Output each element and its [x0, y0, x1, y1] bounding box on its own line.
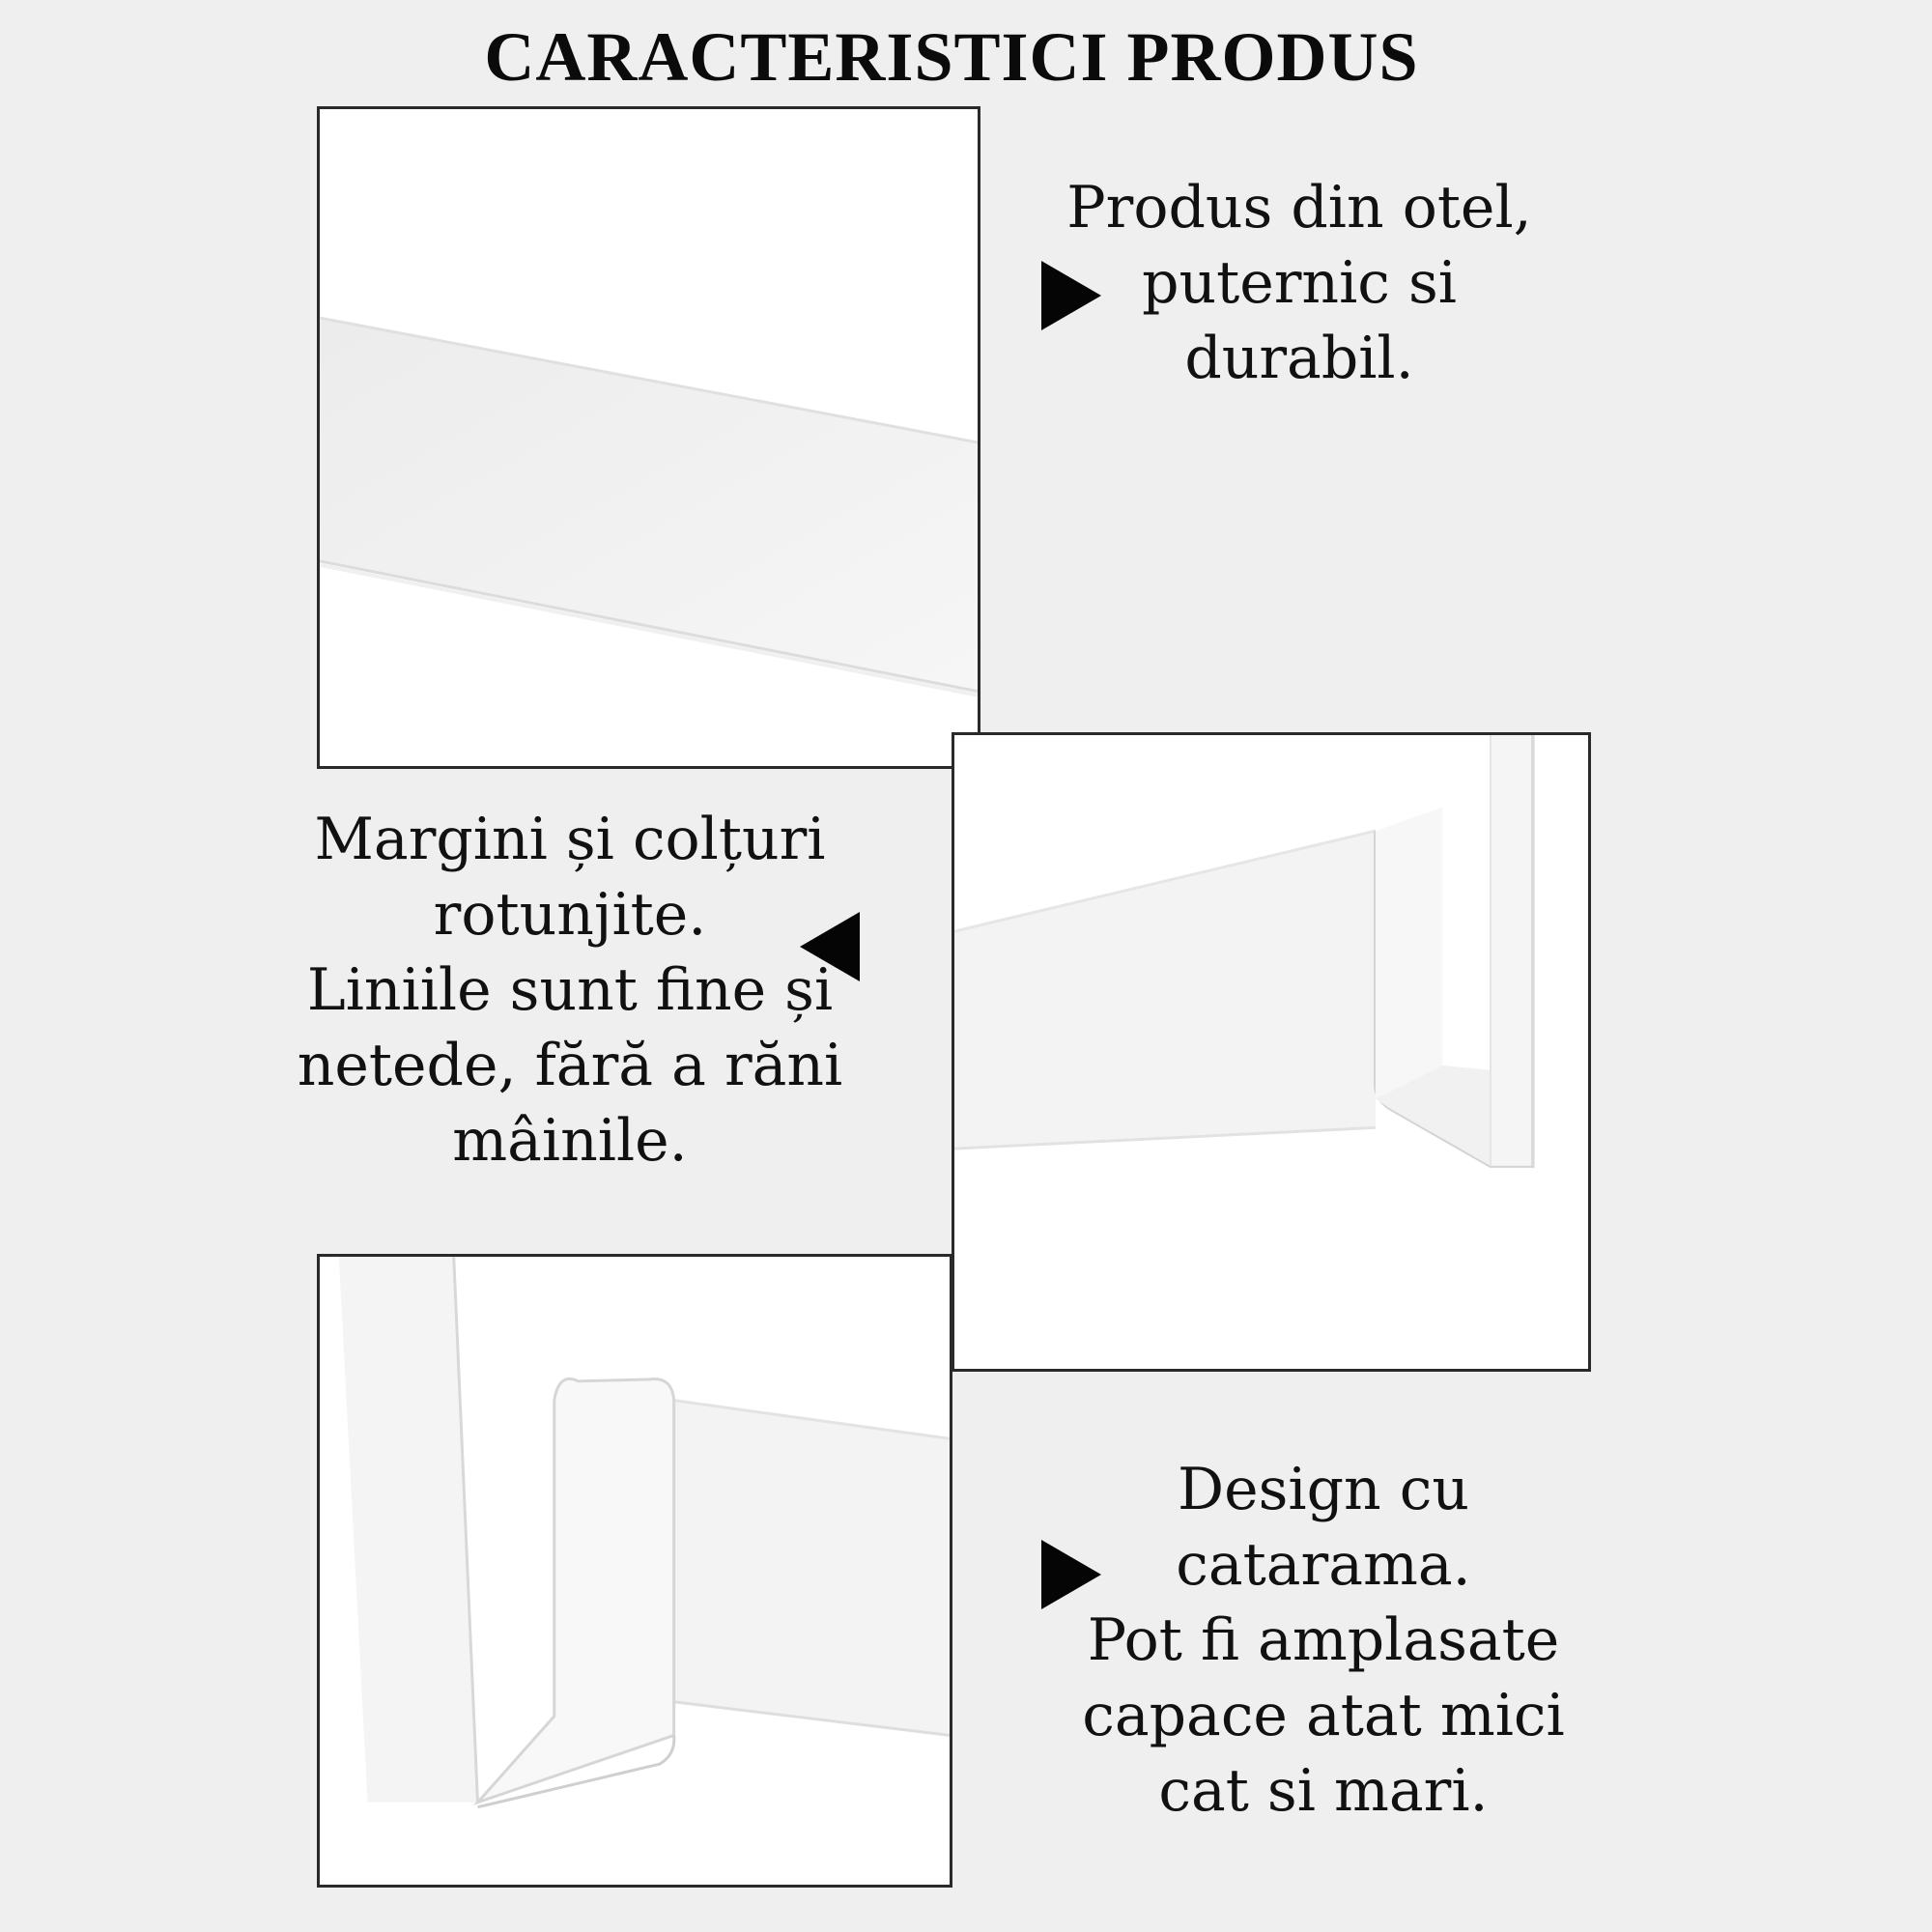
caption-line: Pot fi amplasate [1087, 1606, 1560, 1674]
feature-caption-rounded-edges [290, 802, 850, 1179]
product-image-buckle-design [317, 1254, 952, 1888]
caption-line: Produs din otel, [1066, 174, 1532, 242]
feature-caption-buckle [1063, 1452, 1584, 1829]
page-title: CARACTERISTICI PRODUS [484, 18, 1419, 96]
caption-line: rotunjite. [433, 881, 707, 949]
caption-line: Margini și colțuri [314, 806, 826, 873]
caption-line: puternic si [1142, 249, 1457, 317]
product-image-rounded-edges [952, 732, 1591, 1372]
caption-line: capace atat mici [1082, 1682, 1565, 1749]
caption-line: mâinile. [452, 1107, 688, 1175]
product-image-steel-bar [317, 106, 980, 769]
caption-line: netede, fără a răni [297, 1032, 843, 1099]
caption-line: durabil. [1184, 325, 1414, 392]
caption-line: Design cu [1178, 1456, 1469, 1523]
feature-caption-steel [1043, 170, 1555, 396]
caption-line: Liniile sunt fine și [306, 956, 834, 1024]
caption-line: catarama. [1176, 1531, 1471, 1599]
caption-line: cat si mari. [1158, 1757, 1489, 1825]
